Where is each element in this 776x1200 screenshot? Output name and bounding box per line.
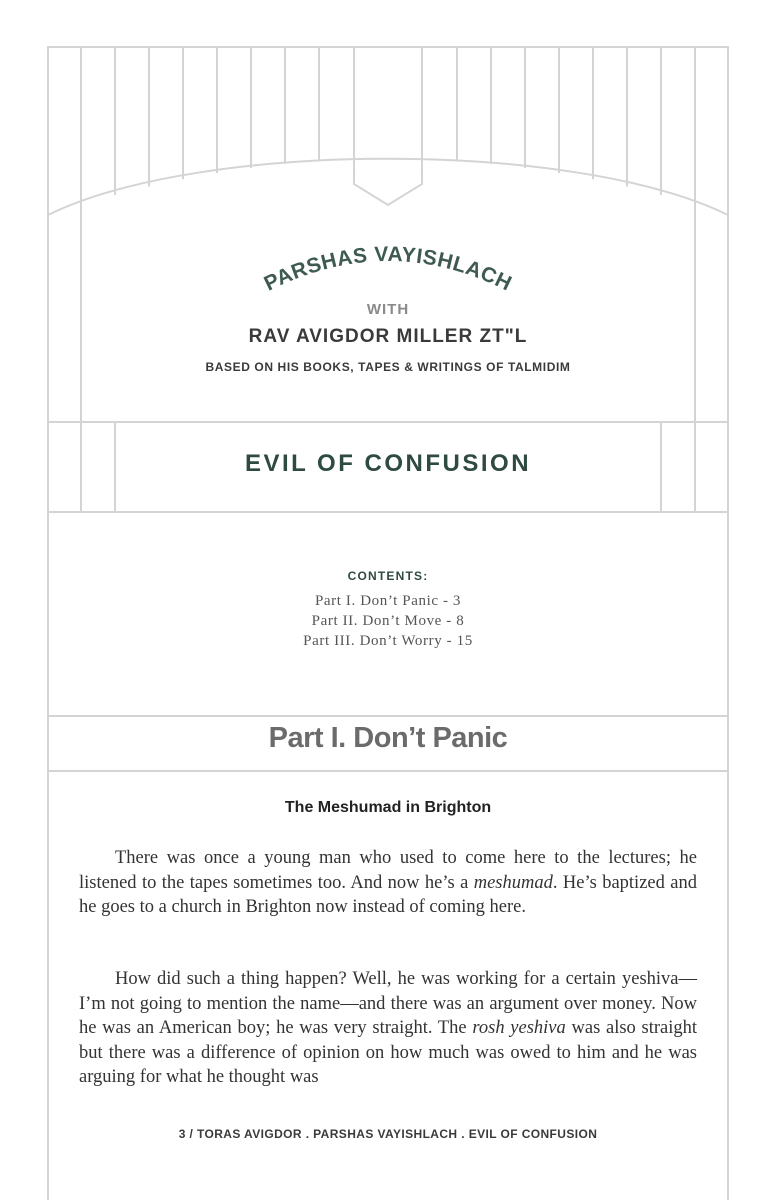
with-label: WITH (366, 301, 410, 318)
section-subheading: The Meshumad in Brighton (284, 799, 492, 816)
page-title: EVIL OF CONFUSION (244, 450, 532, 477)
contents-heading: CONTENTS: (347, 569, 429, 583)
contents-item: Part II. Don’t Move - 8 (311, 613, 465, 629)
page-footer: 3 / TORAS AVIGDOR . PARSHAS VAYISHLACH . EVIL OF CONFUSION (178, 1127, 598, 1141)
contents-item: Part III. Don’t Worry - 15 (303, 633, 473, 649)
rav-name: RAV AVIGDOR MILLER ZT"L (248, 326, 528, 347)
based-on-line: BASED ON HIS BOOKS, TAPES & WRITINGS OF TALMIDIM (205, 360, 571, 374)
paragraph-2: How did such a thing happen? Well, he was working for a certain yeshiva—I’m not going to mention the name—and there was an argument over money. Now he was an American boy; he was very straight. The rosh yeshiva was also straight but there was a difference of opinion on how much was owed to him and he was arguing for what he thought was (79, 969, 698, 1088)
svg-text:PARSHAS VAYISHLACH (261, 243, 516, 296)
parsha-heading (0, 0, 776, 320)
part-heading: Part I. Don’t Panic (268, 722, 508, 754)
contents-list (0, 591, 776, 651)
parsha-title: PARSHAS VAYISHLACH (260, 242, 516, 296)
contents-item: Part I. Don’t Panic - 3 (314, 593, 461, 609)
paragraph-1: There was once a young man who used to come here to the lectures; he listened to the tapes sometimes too. And now he’s a meshumad. He’s baptized and he goes to a church in Brighton now instead of coming here. (79, 848, 697, 918)
